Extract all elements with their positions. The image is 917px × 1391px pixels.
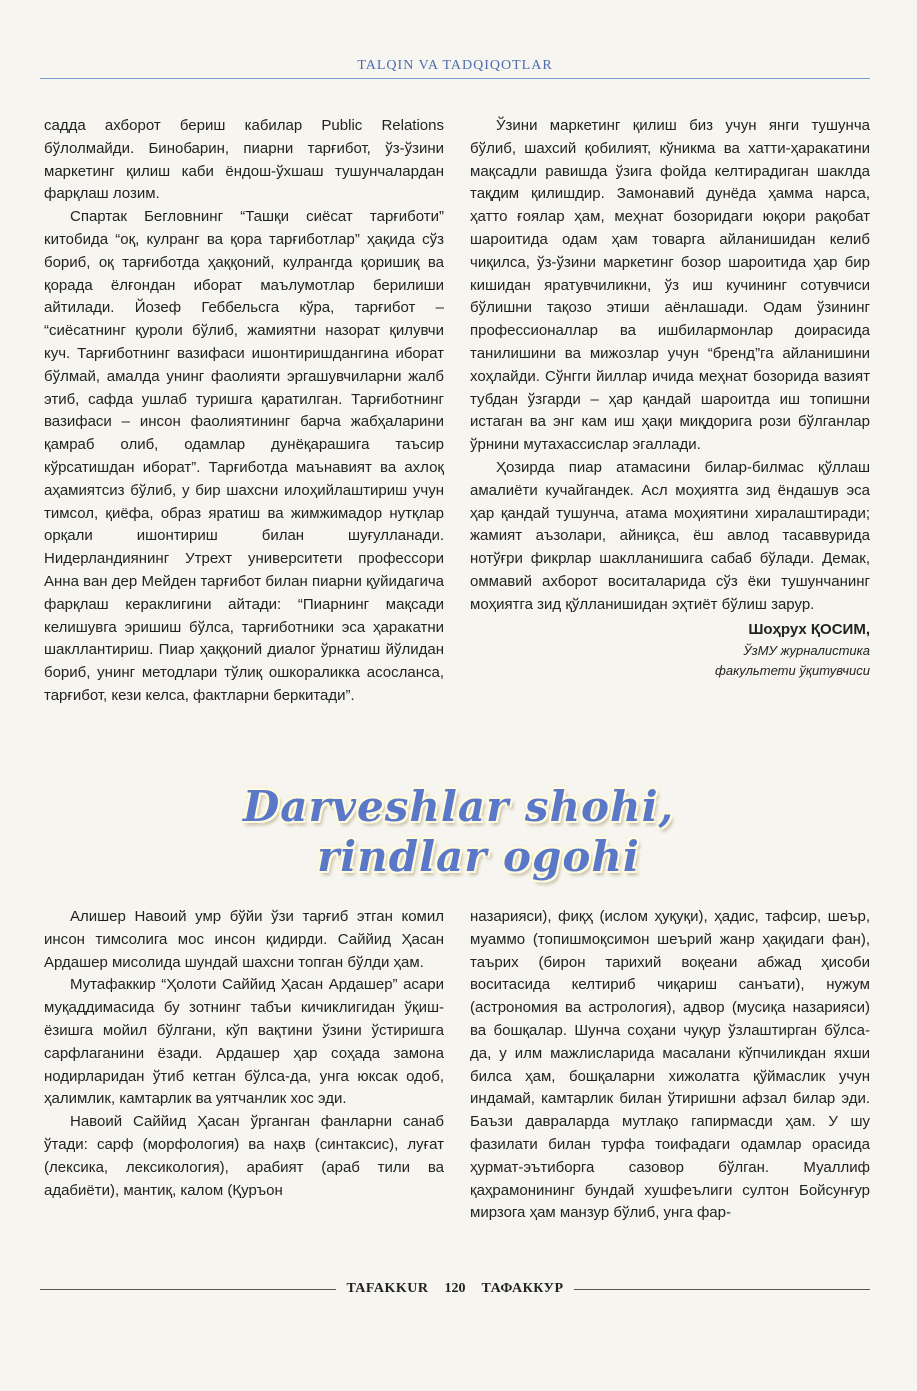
top-left-column: [44, 115, 444, 708]
paragraph: Ўзини маркетинг қилиш биз учун янги тушунча бўлиб, шахсий қобилият, кўникма ва хатти-ҳаракатини мақсадли равишда ўзига фойда келтирадиган шаклда тақдим қилишдир. Замонавий дунёда ҳамма нарса, ҳатто ғоялар ҳам, меҳнат бозоридаги юқори рақобат шароитида одам ҳам товарга айланишидан келиб чиқилса, ўз-ўзини маркетинг бозор шароитида ҳар бир кишидан яратувчиликни, ўз иш кучининг сотувчиси бўлишни тақозо этиши аёнлашади. Одам ўзининг профессионаллар ва ишбилармонлар доирасида танилишини ва мижозлар учун “бренд”га айланишини хоҳлайди. Сўнгги йиллар ичида меҳнат бозорида вазият тубдан ўзгарди – ҳар қандай шароитда иш топишни истаган ва энг кам иш ҳақи миқдорига рози бўлганлар ўрнини мутахассислар эгаллади.: [470, 117, 870, 454]
author-role: ЎзМУ журналистика: [743, 643, 870, 659]
footer-magazine-latin: TAFAKKUR: [346, 1281, 429, 1296]
header-rule: [40, 78, 870, 79]
paragraph: Спартак Бегловнинг “Ташқи сиёсат тарғиботи” китобида “оқ, кулранг ва қора тарғиботлар” ҳақида сўз бориб, оқ тарғиботда ҳаққоний, кулрангда қоришиқ ва қорада ёлғондан иборат маълумотлар берилиши айтилади. Йозеф Геббельсга кўра, тарғибот – “сиёсатнинг қуроли бўлиб, жамиятни назорат қилувчи куч. Тарғиботнинг вазифаси ишонтиришдангина иборат бўлмай, амалда унинг фаолияти эргашувчиларни жалб этиб, сафда ушлаб туришга қаратилган. Тарғиботнинг вазифаси – инсон фаолиятининг барча жабҳаларини қамраб олиб, одамлар дунёқарашига таъсир кўрсатишдан иборат”. Тарғиботда маънавият ва ахлоқ аҳамиятсиз бўлиб, у бир шахсни илоҳийлаштириш учун тимсол, қиёфа, образ яратиш ва жимжимадор нутқлар орқали ишонтириш билан шуғулланади. Нидерландиянинг Утрехт университети профессори Анна ван дер Мейден тарғибот билан пиарни қуйидагича фарқлаш кераклигини айтади: “Пиарнинг мақсади келишувга эришиш бўлса, тарғиботники эса ҳаракатни шакллантириш. Пиар ҳаққоний диалог ўрнатиш йўлидан бориб, унинг методлари тўлиқ ошкораликка асосланса, тарғибот, кези келса, фактларни беркитади”.: [44, 208, 444, 704]
page-number: 120: [444, 1281, 466, 1296]
page-footer: [40, 1279, 870, 1299]
footer-rule: [40, 1289, 336, 1290]
paragraph: Ҳозирда пиар атамасини билар-билмас қўллаш амалиёти кучайгандек. Асл моҳиятга зид ёндашув эса ҳар қандай тушунча, атама моҳиятини хиралаштиради; жамият аъзолари, айниқса, ёш авлод тасаввурида нотўғри фикрлар шаклланишига сабаб бўлади. Демак, оммавий ахборот воситаларида сўз ёки тушунчанинг моҳиятга зид қўлланишидан эҳтиёт бўлиш зарур.: [470, 458, 870, 613]
running-header: [40, 58, 870, 79]
paragraph: назарияси), фиқҳ (ислом ҳуқуқи), ҳадис, тафсир, шеър, муаммо (топишмоқсимон шеърий жанр ҳақидаги фан), таърих (бирон тарихий воқеани абжад ҳисоби воситасида келтириб чиқариш санъати), нужум (астрономия ва астрология), адвор (мусиқа назарияси) ва бошқалар. Шунча соҳани чуқур ўзлаштирган бўлса-да, у илм мажлисларида масалани кўпчиликдан яхши билса ҳам, бошқаларни хижолатга қўймаслик учун индамай, камтарлик билан ўтиришни афзал билар эди. Баъзи давраларда мутлақо гапирмасди ҳам. У шу фазилати билан турфа тоифадаги одамлар орасида ҳурмат-эътиборга сазовор бўлган. Муаллиф қаҳрамонининг бундай хушфеълиги султон Бойсунғур мирзога ҳам манзур бўлиб, унга фар-: [470, 908, 870, 1222]
paragraph: садда ахборот бериш кабилар Public Relations бўлолмайди. Бинобарин, пиарни тарғибот, ўз-ўзини маркетинг қилиш каби ёндош-ўхшаш тушунчалардан фарқлаш лозим.: [44, 117, 444, 203]
paragraph: Алишер Навоий умр бўйи ўзи тарғиб этган комил инсон тимсолига мос инсон қидирди. Саййид Ҳасан Ардашер мисолида шундай шахсни топган бўлди ҳам.: [44, 908, 444, 971]
bottom-right-column: [470, 906, 870, 1225]
article-title: [0, 782, 917, 882]
section-title: TALQIN VA TADQIQOTLAR: [357, 58, 553, 73]
top-right-column: [470, 115, 870, 681]
article-title-line: Darveshlar shohi,: [242, 782, 675, 831]
footer-rule: [574, 1289, 870, 1290]
author-role: факультети ўқитувчиси: [715, 663, 870, 679]
footer-magazine-cyrillic: ТАФАККУР: [481, 1281, 564, 1296]
article-title-line: rindlar ogohi: [317, 832, 640, 881]
bottom-left-column: [44, 906, 444, 1202]
author-name: Шоҳрух ҚОСИМ,: [748, 620, 870, 638]
author-signature: [470, 619, 870, 682]
paragraph: Навоий Саййид Ҳасан ўрганган фанларни санаб ўтади: сарф (морфология) ва наҳв (синтаксис), луғат (лексика, лексикология), арабият (араб тили ва адабиёти), мантиқ, калом (Қуръон: [44, 1113, 444, 1199]
paragraph: Мутафаккир “Ҳолоти Саййид Ҳасан Ардашер” асари муқаддимасида бу зотнинг табъи кичиклигидан ўқиш-ёзишга мойил бўлгани, кўп вақтини ўзини ўстиришга сарфлаганини ёзади. Ардашер ҳар соҳада замона нодирларидан ўтиб кетган бўлса-да, унга юксак одоб, ҳалимлик, камтарлик ва уятчанлик хос эди.: [44, 976, 444, 1108]
